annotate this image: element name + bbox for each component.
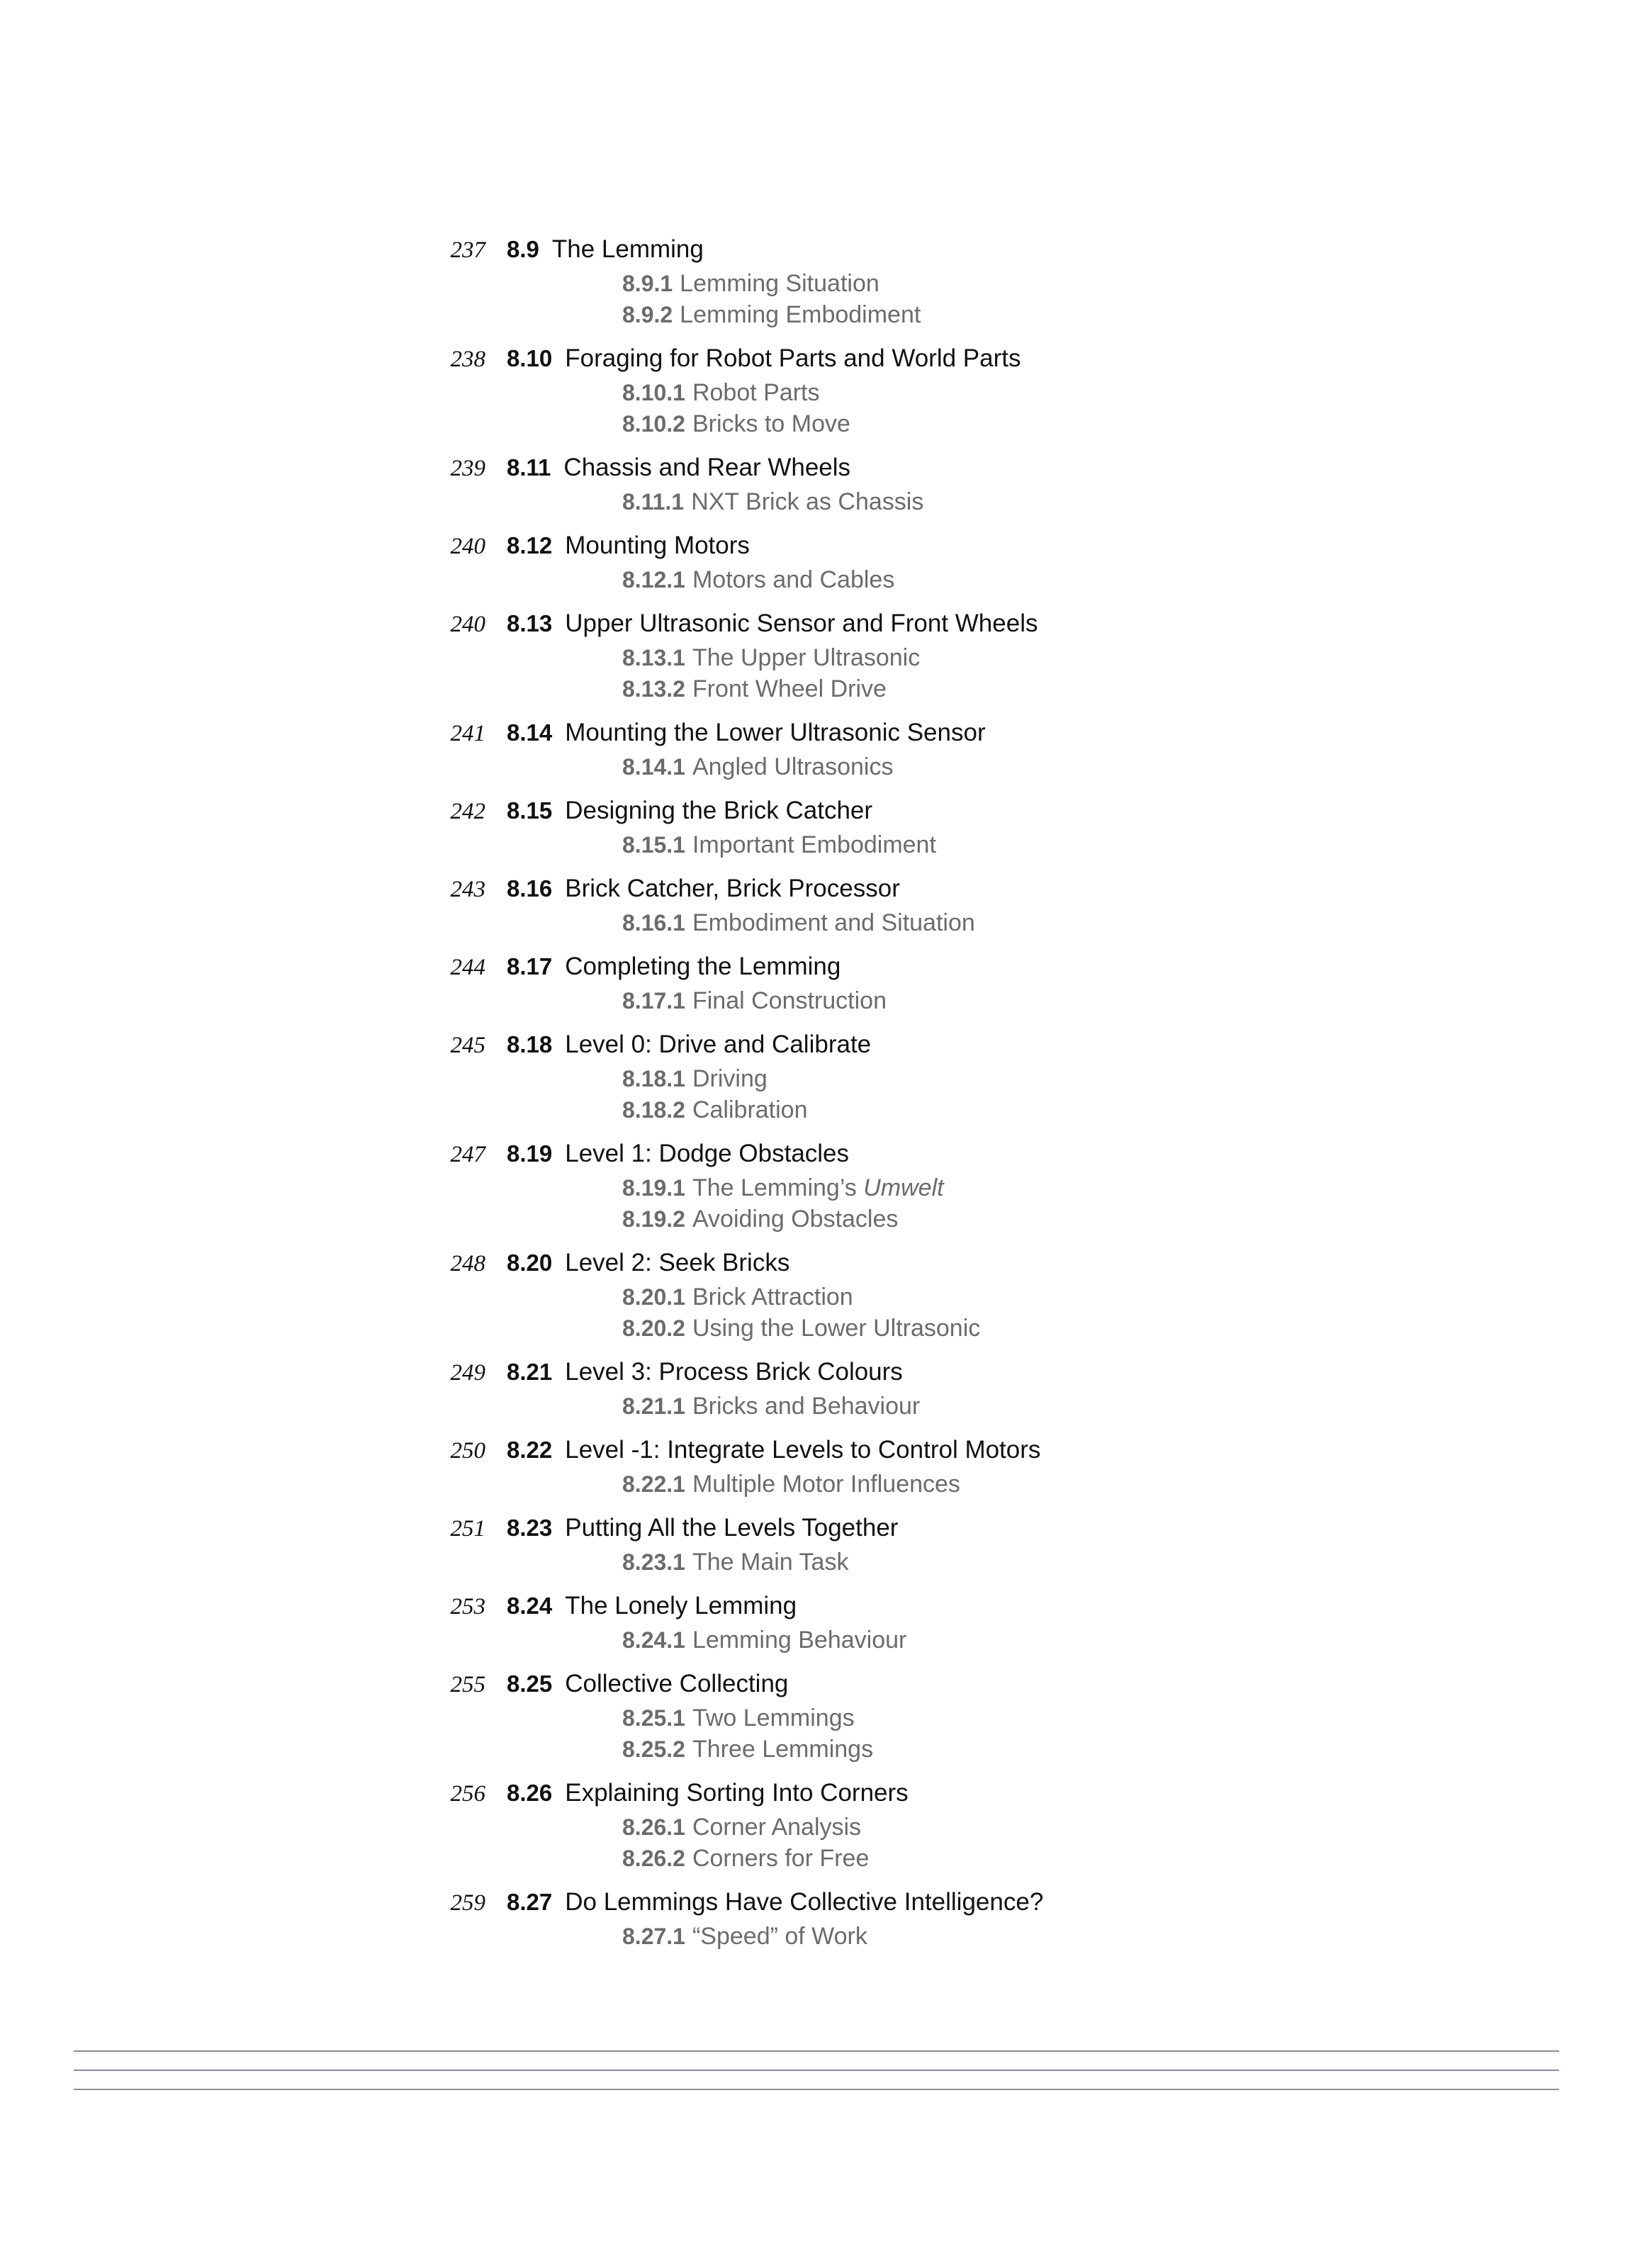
subsection-title-text: Lemming Behaviour bbox=[692, 1627, 907, 1654]
subsection-title bbox=[692, 751, 893, 782]
subsection-title-text: Angled Ultrasonics bbox=[692, 753, 894, 780]
toc-subsection-row[interactable] bbox=[429, 1734, 1492, 1765]
subsection-title bbox=[692, 1921, 867, 1952]
page-number: 248 bbox=[450, 1251, 485, 1276]
toc-subsection-row[interactable] bbox=[429, 1812, 1492, 1843]
toc-subsection-row[interactable] bbox=[429, 1172, 1492, 1203]
toc-section-row[interactable] bbox=[429, 605, 1492, 642]
page-number: 237 bbox=[450, 237, 485, 263]
section-title: The Lemming bbox=[551, 235, 704, 263]
subsection-title bbox=[692, 1313, 980, 1344]
subsection-title bbox=[692, 1469, 960, 1500]
toc-subsection-row[interactable] bbox=[429, 642, 1492, 673]
subsection-number: 8.13.1 bbox=[622, 645, 685, 670]
toc-entry[interactable] bbox=[429, 1354, 1492, 1422]
toc-subsection-row[interactable] bbox=[429, 1203, 1492, 1235]
subsection-title-text: Two Lemmings bbox=[692, 1705, 855, 1731]
page-number: 256 bbox=[450, 1781, 485, 1807]
toc-section-row[interactable] bbox=[429, 527, 1492, 564]
subsection-title-text: Corners for Free bbox=[692, 1845, 870, 1872]
section-number: 8.27 bbox=[507, 1889, 553, 1915]
toc-subsection-row[interactable] bbox=[429, 1546, 1492, 1578]
toc-section-row[interactable] bbox=[429, 1026, 1492, 1063]
section-number: 8.24 bbox=[507, 1593, 553, 1619]
toc-entry[interactable] bbox=[429, 792, 1492, 860]
table-of-contents bbox=[429, 231, 1492, 1962]
section-title: The Lonely Lemming bbox=[565, 1592, 797, 1619]
subsection-title-text: The Upper Ultrasonic bbox=[692, 644, 921, 671]
toc-section-row[interactable] bbox=[429, 1510, 1492, 1546]
section-number: 8.18 bbox=[507, 1031, 553, 1057]
toc-subsection-row[interactable] bbox=[429, 1281, 1492, 1313]
subsection-title bbox=[692, 1063, 768, 1094]
page-number: 245 bbox=[450, 1033, 485, 1058]
toc-section-row[interactable] bbox=[429, 1135, 1492, 1172]
subsection-title-text: Driving bbox=[692, 1065, 768, 1092]
page-number: 259 bbox=[450, 1890, 485, 1916]
section-number: 8.21 bbox=[507, 1359, 553, 1385]
toc-entry[interactable] bbox=[429, 1135, 1492, 1235]
subsection-title-text: Final Construction bbox=[692, 987, 887, 1014]
subsection-title-text: Three Lemmings bbox=[692, 1736, 874, 1763]
toc-section-row[interactable] bbox=[429, 231, 1492, 268]
toc-section-row[interactable] bbox=[429, 792, 1492, 829]
subsection-title-emphasis: Umwelt bbox=[863, 1174, 944, 1201]
subsection-title-text: The Main Task bbox=[692, 1549, 849, 1576]
page-number: 249 bbox=[450, 1360, 485, 1386]
section-title: Mounting Motors bbox=[565, 532, 750, 559]
toc-subsection-row[interactable] bbox=[429, 268, 1492, 299]
toc-entry[interactable] bbox=[429, 948, 1492, 1016]
subsection-title bbox=[692, 1172, 944, 1203]
toc-section-row[interactable] bbox=[429, 870, 1492, 907]
toc-section-row[interactable] bbox=[429, 1588, 1492, 1624]
subsection-title-text: Brick Attraction bbox=[692, 1284, 853, 1310]
subsection-number: 8.18.2 bbox=[622, 1097, 685, 1123]
subsection-number: 8.27.1 bbox=[622, 1924, 685, 1949]
toc-section-row[interactable] bbox=[429, 1666, 1492, 1702]
section-title: Level -1: Integrate Levels to Control Motors bbox=[565, 1436, 1041, 1464]
toc-entry[interactable] bbox=[429, 231, 1492, 330]
page-number: 240 bbox=[450, 534, 485, 559]
toc-subsection-row[interactable] bbox=[429, 1469, 1492, 1500]
subsection-number: 8.19.2 bbox=[622, 1206, 685, 1232]
page-number: 238 bbox=[450, 347, 485, 372]
subsection-number: 8.26.2 bbox=[622, 1846, 685, 1871]
subsection-title bbox=[692, 1624, 906, 1656]
section-title: Brick Catcher, Brick Processor bbox=[565, 875, 900, 902]
toc-subsection-row[interactable] bbox=[429, 1921, 1492, 1952]
subsection-title-text: Corner Analysis bbox=[692, 1814, 862, 1841]
footer-rule-1 bbox=[74, 2050, 1559, 2052]
subsection-title-text: Multiple Motor Influences bbox=[692, 1471, 960, 1498]
section-number: 8.10 bbox=[507, 345, 553, 371]
subsection-title bbox=[692, 408, 850, 439]
subsection-number: 8.26.1 bbox=[622, 1814, 685, 1840]
page-number: 255 bbox=[450, 1672, 485, 1697]
subsection-number: 8.13.2 bbox=[622, 676, 685, 702]
subsection-number: 8.24.1 bbox=[622, 1627, 685, 1653]
subsection-title-text: Bricks and Behaviour bbox=[692, 1393, 921, 1420]
subsection-title-text: “Speed” of Work bbox=[692, 1923, 867, 1950]
subsection-number: 8.19.1 bbox=[622, 1175, 685, 1201]
subsection-number: 8.21.1 bbox=[622, 1393, 685, 1419]
toc-subsection-row[interactable] bbox=[429, 486, 1492, 517]
toc-subsection-row[interactable] bbox=[429, 1094, 1492, 1125]
toc-section-row[interactable] bbox=[429, 1354, 1492, 1391]
subsection-number: 8.23.1 bbox=[622, 1549, 685, 1575]
subsection-title-text: Front Wheel Drive bbox=[692, 675, 887, 702]
section-number: 8.15 bbox=[507, 797, 553, 824]
subsection-title bbox=[692, 1094, 808, 1125]
section-title: Designing the Brick Catcher bbox=[565, 797, 873, 824]
page-number: 247 bbox=[450, 1142, 485, 1167]
section-number: 8.20 bbox=[507, 1250, 553, 1276]
toc-subsection-row[interactable] bbox=[429, 1843, 1492, 1874]
toc-subsection-row[interactable] bbox=[429, 985, 1492, 1016]
subsection-title bbox=[692, 1843, 869, 1874]
subsection-number: 8.9.1 bbox=[622, 271, 673, 296]
section-number: 8.14 bbox=[507, 719, 553, 746]
page-number: 244 bbox=[450, 955, 485, 980]
page-number: 251 bbox=[450, 1516, 485, 1542]
toc-entry[interactable] bbox=[429, 1245, 1492, 1344]
subsection-title bbox=[692, 377, 820, 408]
subsection-number: 8.17.1 bbox=[622, 988, 685, 1014]
subsection-number: 8.20.1 bbox=[622, 1284, 685, 1310]
section-title: Completing the Lemming bbox=[565, 953, 841, 980]
section-number: 8.12 bbox=[507, 532, 553, 558]
section-number: 8.16 bbox=[507, 875, 553, 902]
subsection-title bbox=[692, 1812, 861, 1843]
toc-entry[interactable] bbox=[429, 1432, 1492, 1500]
toc-subsection-row[interactable] bbox=[429, 673, 1492, 704]
footer-rule-2 bbox=[74, 2070, 1559, 2071]
toc-section-row[interactable] bbox=[429, 948, 1492, 985]
toc-entry[interactable] bbox=[429, 1026, 1492, 1125]
section-number: 8.17 bbox=[507, 953, 553, 979]
section-title: Upper Ultrasonic Sensor and Front Wheels bbox=[565, 610, 1038, 637]
section-title: Level 2: Seek Bricks bbox=[565, 1249, 790, 1276]
page-number: 240 bbox=[450, 612, 485, 637]
section-title: Foraging for Robot Parts and World Parts bbox=[565, 344, 1021, 372]
subsection-title bbox=[692, 1546, 848, 1578]
subsection-title-text: Important Embodiment bbox=[692, 831, 936, 858]
toc-section-row[interactable] bbox=[429, 714, 1492, 751]
subsection-title-text: Lemming Situation bbox=[680, 270, 879, 297]
subsection-title-text: Avoiding Obstacles bbox=[692, 1206, 899, 1233]
subsection-number: 8.15.1 bbox=[622, 832, 685, 858]
section-title: Explaining Sorting Into Corners bbox=[565, 1779, 909, 1807]
section-title: Chassis and Rear Wheels bbox=[563, 454, 851, 481]
subsection-number: 8.25.2 bbox=[622, 1736, 685, 1762]
subsection-number: 8.11.1 bbox=[622, 489, 685, 515]
section-number: 8.9 bbox=[507, 236, 539, 262]
section-number: 8.23 bbox=[507, 1515, 553, 1541]
subsection-title bbox=[692, 907, 975, 938]
subsection-number: 8.20.2 bbox=[622, 1315, 685, 1341]
toc-section-row[interactable] bbox=[429, 340, 1492, 377]
footer-rule-3 bbox=[74, 2089, 1559, 2090]
subsection-title bbox=[692, 1702, 855, 1734]
section-title: Putting All the Levels Together bbox=[565, 1514, 899, 1542]
toc-subsection-row[interactable] bbox=[429, 377, 1492, 408]
toc-entry[interactable] bbox=[429, 1510, 1492, 1578]
toc-entry[interactable] bbox=[429, 1884, 1492, 1952]
section-number: 8.19 bbox=[507, 1140, 553, 1167]
toc-entry[interactable] bbox=[429, 1588, 1492, 1656]
section-title: Level 1: Dodge Obstacles bbox=[565, 1140, 850, 1167]
subsection-number: 8.14.1 bbox=[622, 754, 685, 780]
toc-subsection-row[interactable] bbox=[429, 1313, 1492, 1344]
subsection-title-text: Bricks to Move bbox=[692, 410, 850, 437]
subsection-number: 8.22.1 bbox=[622, 1471, 685, 1497]
subsection-title-text: Calibration bbox=[692, 1096, 808, 1123]
section-title: Collective Collecting bbox=[565, 1670, 789, 1697]
subsection-title bbox=[680, 299, 921, 330]
toc-subsection-row[interactable] bbox=[429, 1063, 1492, 1094]
page-number: 250 bbox=[450, 1438, 485, 1464]
subsection-title bbox=[680, 268, 879, 299]
section-number: 8.22 bbox=[507, 1437, 553, 1463]
toc-entry[interactable] bbox=[429, 1775, 1492, 1874]
toc-subsection-row[interactable] bbox=[429, 1624, 1492, 1656]
section-title: Mounting the Lower Ultrasonic Sensor bbox=[565, 719, 986, 746]
subsection-title bbox=[692, 1391, 920, 1422]
subsection-title-text: Using the Lower Ultrasonic bbox=[692, 1315, 981, 1342]
page-number: 242 bbox=[450, 799, 485, 824]
subsection-number: 8.10.1 bbox=[622, 380, 685, 405]
subsection-title bbox=[692, 985, 887, 1016]
section-number: 8.11 bbox=[507, 454, 551, 481]
subsection-title-text: Robot Parts bbox=[692, 379, 820, 406]
subsection-number: 8.18.1 bbox=[622, 1066, 685, 1091]
subsection-title-text: The Lemming’s bbox=[692, 1174, 864, 1201]
page-number: 239 bbox=[450, 456, 485, 481]
section-title: Level 3: Process Brick Colours bbox=[565, 1358, 903, 1386]
toc-subsection-row[interactable] bbox=[429, 299, 1492, 330]
section-number: 8.25 bbox=[507, 1671, 553, 1697]
toc-section-row[interactable] bbox=[429, 449, 1492, 486]
subsection-number: 8.10.2 bbox=[622, 411, 685, 437]
subsection-title-text: Embodiment and Situation bbox=[692, 909, 975, 936]
subsection-title bbox=[692, 1734, 873, 1765]
subsection-number: 8.25.1 bbox=[622, 1705, 685, 1731]
subsection-title-text: NXT Brick as Chassis bbox=[691, 488, 924, 515]
toc-entry[interactable] bbox=[429, 870, 1492, 938]
toc-section-row[interactable] bbox=[429, 1245, 1492, 1281]
toc-entry[interactable] bbox=[429, 340, 1492, 439]
page-number: 243 bbox=[450, 877, 485, 902]
toc-section-row[interactable] bbox=[429, 1775, 1492, 1812]
toc-subsection-row[interactable] bbox=[429, 564, 1492, 595]
toc-section-row[interactable] bbox=[429, 1432, 1492, 1469]
toc-subsection-row[interactable] bbox=[429, 907, 1492, 938]
toc-entry[interactable] bbox=[429, 605, 1492, 704]
section-title: Level 0: Drive and Calibrate bbox=[565, 1031, 872, 1058]
toc-entry[interactable] bbox=[429, 1666, 1492, 1765]
subsection-title bbox=[692, 829, 936, 860]
subsection-title bbox=[692, 642, 920, 673]
subsection-title bbox=[692, 1281, 853, 1313]
toc-section-row[interactable] bbox=[429, 1884, 1492, 1921]
subsection-number: 8.12.1 bbox=[622, 567, 685, 593]
toc-subsection-row[interactable] bbox=[429, 1391, 1492, 1422]
section-number: 8.13 bbox=[507, 610, 553, 636]
subsection-title bbox=[692, 564, 894, 595]
subsection-title bbox=[691, 486, 923, 517]
section-title: Do Lemmings Have Collective Intelligence? bbox=[565, 1888, 1044, 1916]
toc-entry[interactable] bbox=[429, 449, 1492, 517]
toc-entry[interactable] bbox=[429, 714, 1492, 782]
section-number: 8.26 bbox=[507, 1780, 553, 1806]
page-number: 241 bbox=[450, 721, 485, 746]
subsection-number: 8.16.1 bbox=[622, 910, 685, 936]
subsection-title bbox=[692, 1203, 898, 1235]
subsection-number: 8.9.2 bbox=[622, 302, 673, 327]
toc-subsection-row[interactable] bbox=[429, 751, 1492, 782]
subsection-title bbox=[692, 673, 887, 704]
toc-subsection-row[interactable] bbox=[429, 1702, 1492, 1734]
subsection-title-text: Lemming Embodiment bbox=[680, 301, 921, 328]
toc-subsection-row[interactable] bbox=[429, 408, 1492, 439]
toc-subsection-row[interactable] bbox=[429, 829, 1492, 860]
toc-entry[interactable] bbox=[429, 527, 1492, 595]
page-number: 253 bbox=[450, 1594, 485, 1619]
subsection-title-text: Motors and Cables bbox=[692, 566, 895, 593]
